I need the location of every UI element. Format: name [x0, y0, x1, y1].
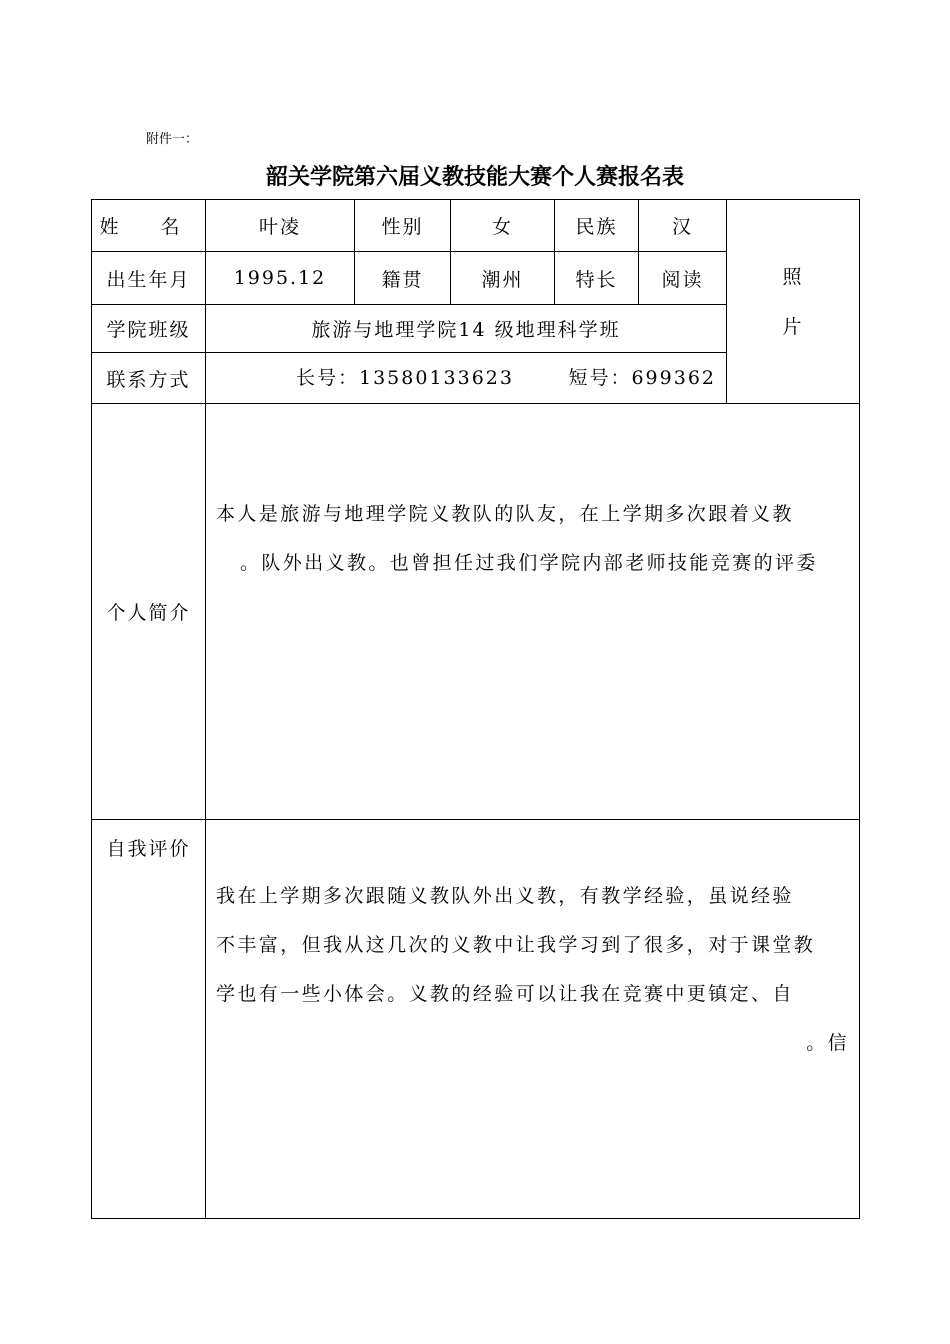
photo-box[interactable]: [727, 200, 860, 404]
self-eval-label: 自我评价: [92, 820, 206, 1219]
native-place-value[interactable]: 潮州: [451, 252, 555, 305]
page-title: 韶关学院第六届义教技能大赛个人赛报名表: [265, 165, 684, 190]
name-label: 姓 名: [92, 200, 206, 252]
intro-content[interactable]: [206, 404, 860, 820]
attachment-label: 附件一：: [146, 132, 199, 147]
photo-label-2: 片: [782, 315, 804, 338]
native-place-label: 籍贯: [355, 252, 451, 305]
photo-label-1: 照: [782, 265, 804, 288]
class-label: 学院班级: [92, 305, 206, 353]
gender-value[interactable]: 女: [451, 200, 555, 252]
ethnicity-value[interactable]: 汉: [639, 200, 727, 252]
contact-label: 联系方式: [92, 353, 206, 404]
birth-value[interactable]: 1995.12: [206, 252, 355, 305]
self-eval-line-3: 学也有一些小体会。义教的经验可以让我在竞赛中更镇定、自: [216, 983, 794, 1005]
intro-label: 个人简介: [92, 404, 206, 820]
gender-label: 性别: [355, 200, 451, 252]
specialty-value[interactable]: 阅读: [639, 252, 727, 305]
self-eval-content[interactable]: [206, 820, 860, 1219]
intro-line-2: 。队外出义教。也曾担任过我们学院内部老师技能竞赛的评委: [240, 552, 818, 574]
intro-line-1: 本人是旅游与地理学院义教队的队友，在上学期多次跟着义教: [216, 503, 794, 525]
long-number: 长号：13580133623: [296, 367, 514, 389]
name-value[interactable]: 叶凌: [206, 200, 355, 252]
self-eval-line-1: 我在上学期多次跟随义教队外出义教，有教学经验，虽说经验: [216, 885, 794, 907]
self-eval-line-4: 。信: [806, 1032, 849, 1054]
short-number: 短号：699362: [568, 367, 716, 389]
class-value[interactable]: 旅游与地理学院14 级地理科学班: [206, 305, 727, 353]
registration-form-table: [91, 199, 860, 1219]
specialty-label: 特长: [555, 252, 639, 305]
contact-value[interactable]: [206, 353, 727, 404]
birth-label: 出生年月: [92, 252, 206, 305]
self-eval-line-2: 不丰富，但我从这几次的义教中让我学习到了很多，对于课堂教: [216, 934, 816, 956]
ethnicity-label: 民族: [555, 200, 639, 252]
